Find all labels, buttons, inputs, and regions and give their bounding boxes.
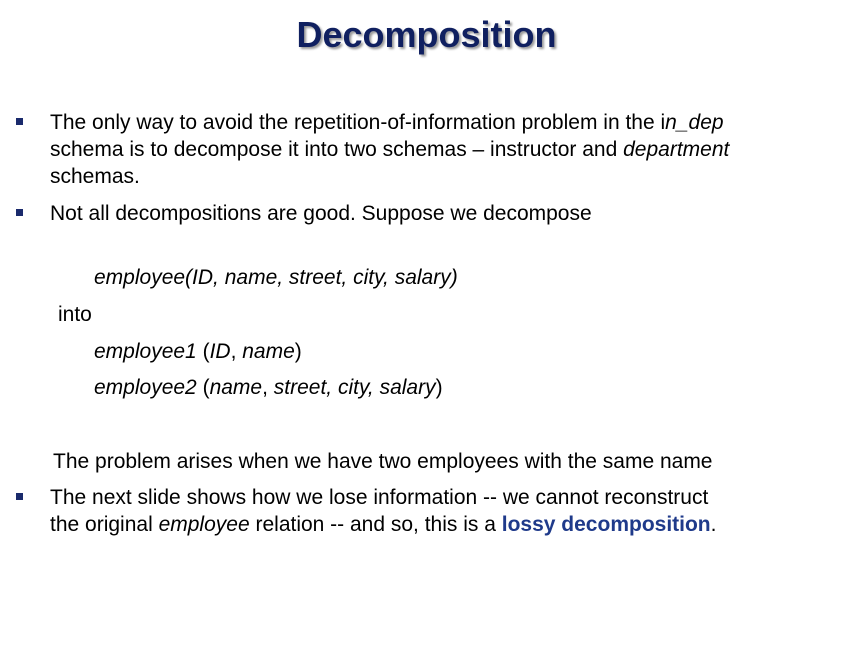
bullet-3-line-2 — [50, 511, 716, 538]
employee1-schema — [94, 338, 302, 365]
bullet-1-text-b: schema is to decompose it into two schemas – instructor and — [50, 138, 624, 161]
employee2-attr-1: name — [209, 376, 263, 399]
slide-title: Decomposition — [296, 14, 557, 55]
bullet-3-text-a: The next slide shows how we lose information -- we cannot reconstruct — [50, 486, 709, 509]
employee2-name: employee2 — [94, 376, 197, 399]
bullet-2-line-1 — [50, 200, 592, 227]
bullet-1-line-2 — [50, 136, 729, 163]
bullet-marker-1 — [16, 118, 23, 125]
bullet-3-period: . — [710, 513, 717, 536]
employee2-attrs: street, city, salary — [273, 376, 436, 399]
employee-schema: employee(ID, name, street, city, salary) — [94, 266, 458, 289]
bullet-2-text: Not all decompositions are good. Suppose we decompose — [50, 202, 592, 225]
bullet-1-department: department — [623, 138, 730, 161]
employee1-id: ID — [209, 340, 231, 363]
employee1-close: ) — [294, 340, 302, 363]
bullet-3-text-b: the original — [50, 513, 159, 536]
problem-statement: The problem arises when we have two employees with the same name — [53, 450, 713, 473]
bullet-3-employee: employee — [158, 513, 250, 536]
into-label: into — [58, 303, 92, 326]
employee2-open: ( — [196, 376, 210, 399]
bullet-marker-3 — [16, 493, 23, 500]
bullet-marker-2 — [16, 209, 23, 216]
employee1-attr: name — [242, 340, 295, 363]
employee1-open: ( — [196, 340, 210, 363]
bullet-3-text-c: relation -- and so, this is a — [249, 513, 502, 536]
lossy-decomposition-term: lossy decomposition — [501, 513, 711, 536]
bullet-3-line-1 — [50, 484, 708, 511]
employee2-comma: , — [262, 376, 274, 399]
employee2-schema — [94, 374, 443, 401]
bullet-1-in-dep: n_dep — [665, 111, 724, 134]
bullet-1-text-a: The only way to avoid the repetition-of-information problem in the i — [50, 111, 666, 134]
employee1-name: employee1 — [94, 340, 197, 363]
bullet-1-text-c: schemas. — [50, 165, 140, 188]
bullet-1-line-3 — [50, 163, 140, 190]
employee1-comma: , — [230, 340, 243, 363]
bullet-1-line-1 — [50, 109, 724, 136]
employee2-close: ) — [435, 376, 443, 399]
